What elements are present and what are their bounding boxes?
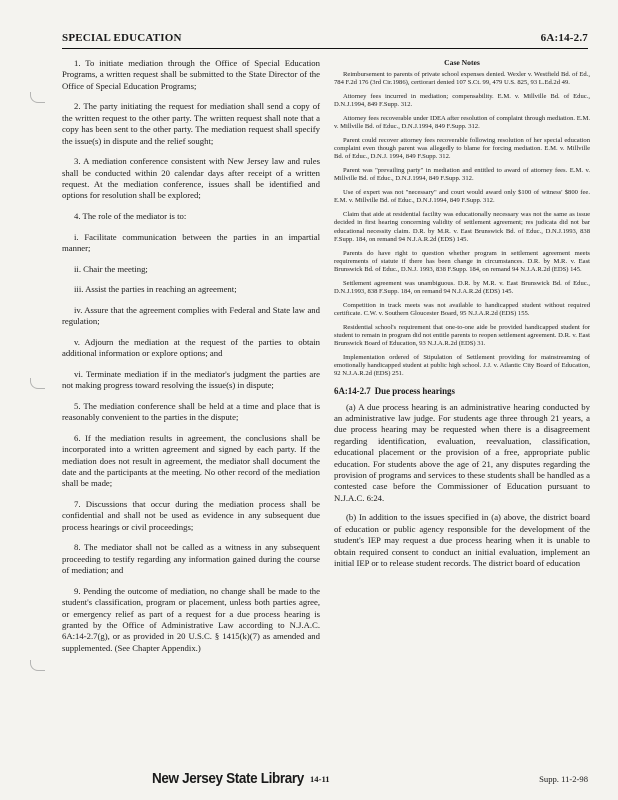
case-note: Claim that aide at residential facility was educationally necessary was not the same as issue decided in first hearing concerning validity of settlement agreement; res judicata did not bar educational necessity claim. D.R. by M.R. v. East Brunswick Bd. of Educ., D.N.J.1993, 838 F.Supp. 184, on remand 94 N.J.A.R.2d (EDS) 145. [334, 211, 590, 243]
header-section-number: 6A:14-2.7 [540, 32, 588, 44]
mediation-item-2: 2. The party initiating the request for mediation shall send a copy of the written request to the other party. The written request shall note that a copy has been sent to the other party. The mediation request shall specify the issue(s) in dispute and the relief sought; [62, 101, 320, 146]
case-note: Attorney fees recoverable under IDEA after resolution of complaint through mediation. E.M. v. Millville Bd. of Educ., D.N.J.1994, 849 F.Supp. 312. [334, 115, 590, 131]
page-footer [0, 770, 618, 790]
case-note: Competition in track meets was not available to handicapped student without required certificate. C.W. v. Southern Gloucester Board, 95 N.J.A.R.2d (EDS) 155. [334, 301, 590, 318]
section-heading [334, 386, 590, 396]
mediator-role-iv: iv. Assure that the agreement complies with Federal and State law and regulation; [62, 304, 320, 327]
mediator-role-vi: vi. Terminate mediation if in the mediator's judgment the parties are not making progress toward resolving the issue(s) in dispute; [62, 368, 320, 391]
mediator-role-v: v. Adjourn the mediation at the request of the parties to obtain additional information or explore options; and [62, 336, 320, 359]
mediator-role-iii: iii. Assist the parties in reaching an agreement; [74, 284, 237, 295]
mediation-item-7: 7. Discussions that occur during the mediation process shall be confidential and shall not be used as evidence in any subsequent due process hearings or civil proceedings; [62, 499, 320, 532]
section-paragraph-a: (a) A due process hearing is an administrative hearing conducted by an administrative law judge. For students age three through 21 years, a due process hearing may be requested when there is a disagreement regarding identification, evaluation, reevaluation, classification, educational placement or the provision of a free, appropriate public education. For students above the age of 21, any disputes regarding the provision of programs and services to these students shall be handled as a contested case before the Commissioner of Education pursuant to N.J.A.C. 6:24. [334, 401, 590, 503]
case-note: Attorney fees incurred in mediation; compensability. E.M. v. Millville Bd. of Educ., D.N.J.1994, 849 F.Supp. 312. [334, 93, 590, 109]
case-note: Implementation ordered of Stipulation of Settlement providing for mainstreaming of emotionally handicapped student at public high school. J.J. v. Atlantic City Board of Education, 92 N.J.A.R.2d (EDS) 251. [334, 354, 590, 378]
case-note: Settlement agreement was unambiguous. D.R. by M.R. v. East Brunswick Bd. of Educ., D.N.J.1993, 838 F.Supp. 184, on remand 94 N.J.A.R.2d (EDS) 145. [334, 279, 590, 296]
case-note: Parents do have right to question whether program in settlement agreement meets requirements of statute if there has been change in circumstances. D.R. by M.R. v. East Brunswick Bd. of Educ., D.N.J. 1993, 838 F.Supp. 184, on remand 94 N.J.A.R.2d (EDS) 145. [334, 249, 590, 274]
mediation-item-5: 5. The mediation conference shall be held at a time and place that is reasonably convenient to the parties in the dispute; [62, 400, 320, 423]
mediator-role-ii: ii. Chair the meeting; [74, 263, 148, 274]
mediator-role-i: i. Facilitate communication between the parties in an impartial manner; [62, 231, 320, 254]
mediation-item-9: 9. Pending the outcome of mediation, no change shall be made to the student's classification, program or placement, unless both parties agree, or emergency relief as part of a request for a due process hearing is granted by the Office of Administrative Law according to N.J.A.C. 6A:14-2.7(g), or as provided in 20 U.S.C. § 1415(k)(7) as amended and supplemented. (See Chapter Appendix.) [62, 585, 320, 653]
case-note: Parent was "prevailing party" in mediation and entitled to award of attorney fees. E.M. v. Millville Bd. of Educ., D.N.J.1994, 849 F.Supp. 312. [334, 167, 590, 183]
mediation-item-4: 4. The role of the mediator is to: [74, 211, 187, 222]
scan-margin-mark [30, 378, 45, 389]
mediation-item-3: 3. A mediation conference consistent with New Jersey law and rules shall be conducted within 20 calendar days after receipt of a written request. At the mediation conference, issues shall be identified and options for resolution shall be explored; [62, 156, 320, 201]
section-number: 6A:14-2.7 [334, 385, 371, 396]
section-title: Due process hearings [374, 385, 455, 396]
left-column [62, 58, 320, 663]
mediation-item-6: 6. If the mediation results in agreement, the conclusions shall be incorporated into a written agreement and signed by each party. If the mediation does not result in agreement, the mediator shall document the date and the participants at the meeting. No other record of the mediation shall be made; [62, 432, 320, 489]
right-column [334, 58, 590, 577]
header-chapter-title: SPECIAL EDUCATION [62, 32, 182, 44]
case-note: Residential school's requirement that one-to-one aide be provided handicapped student for student to remain in program did not entitle parents to reopen settlement agreement. D.R. v. East Brunswick Board of Education, 93 N.J.A.R.2d (EDS) 31. [334, 323, 590, 348]
section-paragraph-b: (b) In addition to the issues specified in (a) above, the district board of education or public agency responsible for the development of the student's IEP may request a due process hearing when it is unable to obtain required consent to conduct an initial evaluation, implement an initial IEP or to release student records. The district board of education [334, 512, 590, 568]
case-notes-heading: Case Notes [444, 58, 480, 67]
page-number: 14-11 [310, 774, 330, 784]
library-stamp: New Jersey State Library [152, 770, 304, 787]
running-header [62, 30, 588, 49]
scan-margin-mark [30, 660, 45, 671]
mediation-item-8: 8. The mediator shall not be called as a witness in any subsequent proceeding to testify regarding any information gained during the course of mediation; and [62, 542, 320, 576]
mediation-item-1: 1. To initiate mediation through the Office of Special Education Programs, a written request shall be submitted to the State Director of the Office of Special Education Programs; [62, 58, 320, 91]
scan-margin-mark [30, 92, 45, 103]
case-note: Reimbursement to parents of private school expenses denied. Wexler v. Westfield Bd. of Ed., 784 F.2d 176 (3rd Cir.1986), certiorari denied 107 S.Ct. 99, 479 U.S. 825, 93 L.Ed.2d 49. [334, 71, 590, 87]
supplement-date: Supp. 11-2-98 [539, 774, 588, 784]
case-note: Parent could recover attorney fees recoverable following resolution of her special education complaint even though parent was allegedly to blame for forcing mediation. E.M. v. Millville Bd. of Educ., D.N.J. 1994, 849 F.Supp. 312. [334, 137, 590, 161]
case-note: Use of expert was not "necessary" and court would award only $100 of witness' $800 fee. E.M. v. Millville Bd. of Educ., D.N.J.1994, 849 F.Supp. 312. [334, 189, 590, 205]
